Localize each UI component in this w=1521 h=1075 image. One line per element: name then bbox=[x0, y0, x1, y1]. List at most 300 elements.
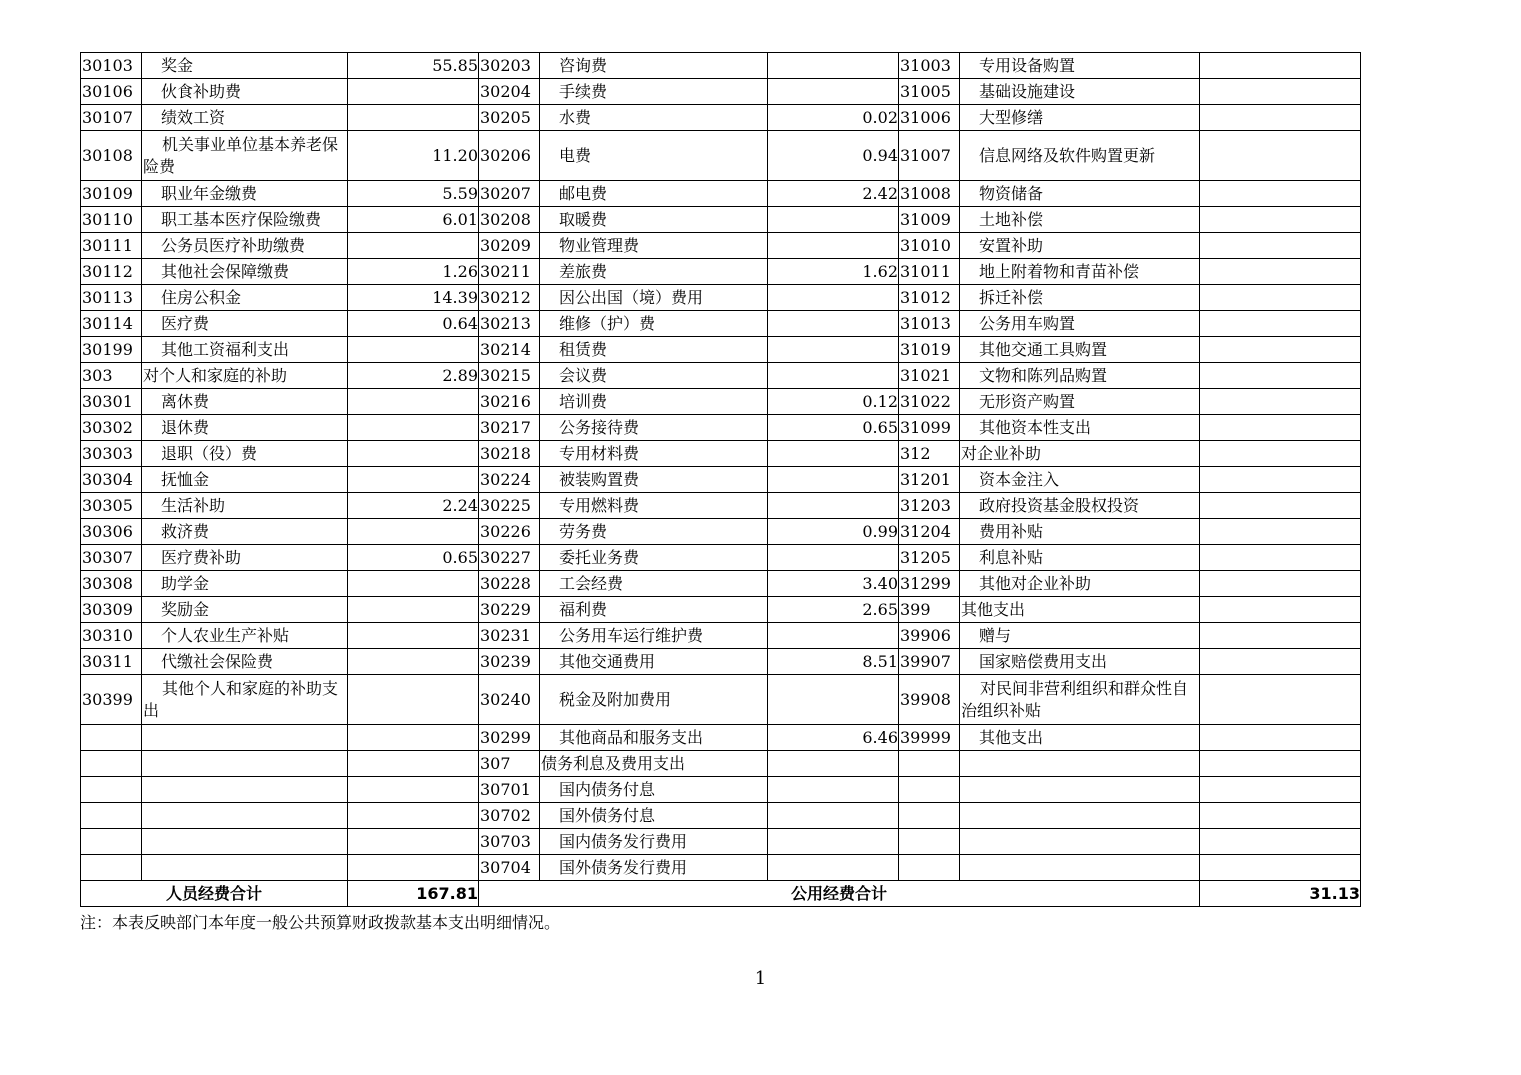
item-amount bbox=[768, 441, 899, 467]
item-code: 31007 bbox=[899, 131, 960, 181]
item-amount: 1.26 bbox=[348, 259, 479, 285]
item-name: 邮电费 bbox=[540, 181, 768, 207]
item-name: 救济费 bbox=[142, 519, 348, 545]
item-code: 31205 bbox=[899, 545, 960, 571]
item-code: 39999 bbox=[899, 725, 960, 751]
table-row bbox=[81, 803, 1361, 829]
item-code: 31011 bbox=[899, 259, 960, 285]
item-amount bbox=[1200, 519, 1361, 545]
item-code: 31012 bbox=[899, 285, 960, 311]
item-amount: 0.99 bbox=[768, 519, 899, 545]
item-name bbox=[142, 777, 348, 803]
item-name: 手续费 bbox=[540, 79, 768, 105]
item-name: 福利费 bbox=[540, 597, 768, 623]
item-name: 被装购置费 bbox=[540, 467, 768, 493]
item-amount: 11.20 bbox=[348, 131, 479, 181]
item-name: 其他支出 bbox=[960, 725, 1200, 751]
item-name: 住房公积金 bbox=[142, 285, 348, 311]
item-name: 其他对企业补助 bbox=[960, 571, 1200, 597]
item-amount bbox=[768, 53, 899, 79]
item-code: 30307 bbox=[81, 545, 142, 571]
item-amount bbox=[768, 467, 899, 493]
item-name: 其他工资福利支出 bbox=[142, 337, 348, 363]
item-code bbox=[81, 829, 142, 855]
table-row bbox=[81, 519, 1361, 545]
item-code: 30103 bbox=[81, 53, 142, 79]
item-code: 31099 bbox=[899, 415, 960, 441]
item-amount bbox=[1200, 649, 1361, 675]
item-code bbox=[899, 751, 960, 777]
item-code: 30704 bbox=[479, 855, 540, 881]
table-row bbox=[81, 829, 1361, 855]
table-row bbox=[81, 259, 1361, 285]
item-code: 30203 bbox=[479, 53, 540, 79]
item-amount bbox=[768, 751, 899, 777]
item-amount bbox=[1200, 855, 1361, 881]
item-amount bbox=[768, 623, 899, 649]
item-code bbox=[81, 855, 142, 881]
item-code: 30109 bbox=[81, 181, 142, 207]
item-name: 对个人和家庭的补助 bbox=[142, 363, 348, 389]
item-code: 30229 bbox=[479, 597, 540, 623]
item-amount bbox=[348, 855, 479, 881]
item-code bbox=[81, 751, 142, 777]
item-code: 30207 bbox=[479, 181, 540, 207]
table-row bbox=[81, 415, 1361, 441]
item-name: 对企业补助 bbox=[960, 441, 1200, 467]
item-amount bbox=[1200, 441, 1361, 467]
table-row bbox=[81, 181, 1361, 207]
item-amount bbox=[1200, 285, 1361, 311]
item-name: 国外债务发行费用 bbox=[540, 855, 768, 881]
item-code: 30206 bbox=[479, 131, 540, 181]
item-code: 30302 bbox=[81, 415, 142, 441]
item-amount bbox=[348, 675, 479, 725]
item-name: 无形资产购置 bbox=[960, 389, 1200, 415]
item-code: 30107 bbox=[81, 105, 142, 131]
expenditure-detail-table bbox=[80, 52, 1361, 907]
item-name: 物业管理费 bbox=[540, 233, 768, 259]
item-code: 30305 bbox=[81, 493, 142, 519]
item-amount: 14.39 bbox=[348, 285, 479, 311]
item-amount bbox=[768, 285, 899, 311]
item-amount bbox=[768, 207, 899, 233]
item-amount bbox=[1200, 675, 1361, 725]
item-name: 其他社会保障缴费 bbox=[142, 259, 348, 285]
item-code: 31299 bbox=[899, 571, 960, 597]
item-code: 31010 bbox=[899, 233, 960, 259]
item-name: 公务员医疗补助缴费 bbox=[142, 233, 348, 259]
item-name: 个人农业生产补贴 bbox=[142, 623, 348, 649]
table-row bbox=[81, 389, 1361, 415]
item-code: 30114 bbox=[81, 311, 142, 337]
item-amount bbox=[1200, 545, 1361, 571]
item-code: 30226 bbox=[479, 519, 540, 545]
item-amount bbox=[348, 467, 479, 493]
item-amount: 0.65 bbox=[768, 415, 899, 441]
item-code: 30301 bbox=[81, 389, 142, 415]
personnel-total-label: 人员经费合计 bbox=[81, 881, 348, 907]
item-amount bbox=[348, 337, 479, 363]
item-name: 电费 bbox=[540, 131, 768, 181]
item-amount bbox=[768, 337, 899, 363]
item-name: 水费 bbox=[540, 105, 768, 131]
item-code: 30299 bbox=[479, 725, 540, 751]
item-amount bbox=[768, 233, 899, 259]
item-name: 基础设施建设 bbox=[960, 79, 1200, 105]
item-name: 专用燃料费 bbox=[540, 493, 768, 519]
item-amount bbox=[1200, 725, 1361, 751]
item-name: 医疗费补助 bbox=[142, 545, 348, 571]
item-name: 赠与 bbox=[960, 623, 1200, 649]
table-note: 注：本表反映部门本年度一般公共预算财政拨款基本支出明细情况。 bbox=[80, 913, 561, 932]
item-name: 退休费 bbox=[142, 415, 348, 441]
table-row bbox=[81, 105, 1361, 131]
item-name: 地上附着物和青苗补偿 bbox=[960, 259, 1200, 285]
item-amount bbox=[1200, 829, 1361, 855]
table-row bbox=[81, 855, 1361, 881]
item-name: 国内债务付息 bbox=[540, 777, 768, 803]
item-name: 文物和陈列品购置 bbox=[960, 363, 1200, 389]
item-amount bbox=[1200, 389, 1361, 415]
item-code: 30215 bbox=[479, 363, 540, 389]
item-amount bbox=[768, 311, 899, 337]
item-name: 退职（役）费 bbox=[142, 441, 348, 467]
item-code: 31009 bbox=[899, 207, 960, 233]
item-name: 伙食补助费 bbox=[142, 79, 348, 105]
table-row bbox=[81, 79, 1361, 105]
item-name: 其他个人和家庭的补助支出 bbox=[142, 675, 348, 725]
item-name: 差旅费 bbox=[540, 259, 768, 285]
item-code bbox=[81, 725, 142, 751]
item-amount bbox=[1200, 751, 1361, 777]
item-code bbox=[899, 777, 960, 803]
item-code: 307 bbox=[479, 751, 540, 777]
item-code: 30399 bbox=[81, 675, 142, 725]
item-amount bbox=[1200, 79, 1361, 105]
item-name: 信息网络及软件购置更新 bbox=[960, 131, 1200, 181]
item-name: 其他支出 bbox=[960, 597, 1200, 623]
table-row bbox=[81, 441, 1361, 467]
item-code: 30111 bbox=[81, 233, 142, 259]
item-code: 30306 bbox=[81, 519, 142, 545]
item-amount bbox=[1200, 207, 1361, 233]
item-name bbox=[142, 751, 348, 777]
item-amount bbox=[1200, 131, 1361, 181]
item-amount: 0.12 bbox=[768, 389, 899, 415]
item-amount bbox=[348, 829, 479, 855]
item-code: 31203 bbox=[899, 493, 960, 519]
item-name: 对民间非营利组织和群众性自治组织补贴 bbox=[960, 675, 1200, 725]
item-amount: 1.62 bbox=[768, 259, 899, 285]
item-amount bbox=[1200, 467, 1361, 493]
item-name: 代缴社会保险费 bbox=[142, 649, 348, 675]
item-amount bbox=[768, 855, 899, 881]
item-code: 30239 bbox=[479, 649, 540, 675]
item-amount bbox=[348, 415, 479, 441]
item-name: 国内债务发行费用 bbox=[540, 829, 768, 855]
item-amount: 0.02 bbox=[768, 105, 899, 131]
item-code: 30227 bbox=[479, 545, 540, 571]
item-code: 30225 bbox=[479, 493, 540, 519]
item-code bbox=[899, 829, 960, 855]
item-name: 医疗费 bbox=[142, 311, 348, 337]
item-code: 30204 bbox=[479, 79, 540, 105]
item-code: 30310 bbox=[81, 623, 142, 649]
item-code: 30106 bbox=[81, 79, 142, 105]
item-amount bbox=[348, 519, 479, 545]
item-amount bbox=[1200, 571, 1361, 597]
item-name: 专用设备购置 bbox=[960, 53, 1200, 79]
item-name: 资本金注入 bbox=[960, 467, 1200, 493]
item-code: 30217 bbox=[479, 415, 540, 441]
item-amount bbox=[1200, 803, 1361, 829]
table-row bbox=[81, 233, 1361, 259]
item-amount bbox=[1200, 53, 1361, 79]
item-amount bbox=[768, 777, 899, 803]
item-amount bbox=[1200, 181, 1361, 207]
table-row bbox=[81, 493, 1361, 519]
item-code: 30231 bbox=[479, 623, 540, 649]
item-amount: 5.59 bbox=[348, 181, 479, 207]
item-name: 委托业务费 bbox=[540, 545, 768, 571]
item-amount bbox=[348, 441, 479, 467]
item-name: 租赁费 bbox=[540, 337, 768, 363]
item-code: 31019 bbox=[899, 337, 960, 363]
table-row bbox=[81, 725, 1361, 751]
item-code: 31204 bbox=[899, 519, 960, 545]
item-code: 39907 bbox=[899, 649, 960, 675]
table-row bbox=[81, 467, 1361, 493]
item-amount bbox=[348, 389, 479, 415]
item-amount: 6.46 bbox=[768, 725, 899, 751]
item-code: 31021 bbox=[899, 363, 960, 389]
item-amount bbox=[348, 649, 479, 675]
item-amount bbox=[1200, 259, 1361, 285]
item-code: 399 bbox=[899, 597, 960, 623]
item-name: 物资储备 bbox=[960, 181, 1200, 207]
item-name: 税金及附加费用 bbox=[540, 675, 768, 725]
item-name: 因公出国（境）费用 bbox=[540, 285, 768, 311]
item-name: 抚恤金 bbox=[142, 467, 348, 493]
item-name bbox=[142, 829, 348, 855]
item-code: 30702 bbox=[479, 803, 540, 829]
item-code: 30311 bbox=[81, 649, 142, 675]
item-name bbox=[960, 855, 1200, 881]
item-amount: 8.51 bbox=[768, 649, 899, 675]
item-amount bbox=[348, 777, 479, 803]
item-code: 30205 bbox=[479, 105, 540, 131]
personnel-total-value: 167.81 bbox=[348, 881, 479, 907]
item-amount bbox=[768, 803, 899, 829]
item-code: 30212 bbox=[479, 285, 540, 311]
item-name: 利息补贴 bbox=[960, 545, 1200, 571]
item-name bbox=[142, 725, 348, 751]
item-amount: 55.85 bbox=[348, 53, 479, 79]
item-name: 其他交通费用 bbox=[540, 649, 768, 675]
public-total-label: 公用经费合计 bbox=[479, 881, 1200, 907]
item-code: 30211 bbox=[479, 259, 540, 285]
item-name: 公务用车购置 bbox=[960, 311, 1200, 337]
item-code: 31005 bbox=[899, 79, 960, 105]
item-amount bbox=[1200, 233, 1361, 259]
item-name: 安置补助 bbox=[960, 233, 1200, 259]
item-name: 其他商品和服务支出 bbox=[540, 725, 768, 751]
item-amount bbox=[348, 751, 479, 777]
table-row bbox=[81, 363, 1361, 389]
item-name bbox=[960, 803, 1200, 829]
totals-row bbox=[81, 881, 1361, 907]
item-amount: 6.01 bbox=[348, 207, 479, 233]
item-code: 31013 bbox=[899, 311, 960, 337]
item-code: 30112 bbox=[81, 259, 142, 285]
table-row bbox=[81, 597, 1361, 623]
item-code: 39906 bbox=[899, 623, 960, 649]
item-code: 30113 bbox=[81, 285, 142, 311]
item-name: 取暖费 bbox=[540, 207, 768, 233]
item-amount bbox=[348, 623, 479, 649]
table-row bbox=[81, 53, 1361, 79]
item-amount bbox=[768, 675, 899, 725]
item-amount bbox=[1200, 623, 1361, 649]
item-name: 离休费 bbox=[142, 389, 348, 415]
page-number: 1 bbox=[754, 968, 767, 989]
item-name: 大型修缮 bbox=[960, 105, 1200, 131]
item-code: 30218 bbox=[479, 441, 540, 467]
item-name: 会议费 bbox=[540, 363, 768, 389]
item-code: 30303 bbox=[81, 441, 142, 467]
table-row bbox=[81, 751, 1361, 777]
item-name: 拆迁补偿 bbox=[960, 285, 1200, 311]
table-row bbox=[81, 311, 1361, 337]
item-name: 助学金 bbox=[142, 571, 348, 597]
item-name: 咨询费 bbox=[540, 53, 768, 79]
item-code bbox=[81, 777, 142, 803]
item-name: 费用补贴 bbox=[960, 519, 1200, 545]
item-name: 机关事业单位基本养老保险费 bbox=[142, 131, 348, 181]
item-code: 30108 bbox=[81, 131, 142, 181]
item-amount bbox=[1200, 363, 1361, 389]
table-row bbox=[81, 571, 1361, 597]
item-code: 31006 bbox=[899, 105, 960, 131]
item-name bbox=[142, 855, 348, 881]
item-name: 劳务费 bbox=[540, 519, 768, 545]
item-amount: 2.24 bbox=[348, 493, 479, 519]
table-row bbox=[81, 545, 1361, 571]
item-code: 31201 bbox=[899, 467, 960, 493]
item-amount bbox=[768, 363, 899, 389]
item-amount: 0.94 bbox=[768, 131, 899, 181]
item-amount bbox=[348, 725, 479, 751]
item-amount: 2.89 bbox=[348, 363, 479, 389]
item-code: 30703 bbox=[479, 829, 540, 855]
item-name: 维修（护）费 bbox=[540, 311, 768, 337]
item-code: 30228 bbox=[479, 571, 540, 597]
table-row bbox=[81, 675, 1361, 725]
item-name: 国家赔偿费用支出 bbox=[960, 649, 1200, 675]
item-amount bbox=[348, 79, 479, 105]
item-code: 39908 bbox=[899, 675, 960, 725]
table-row bbox=[81, 337, 1361, 363]
item-code bbox=[899, 803, 960, 829]
item-name: 奖金 bbox=[142, 53, 348, 79]
item-amount bbox=[348, 571, 479, 597]
item-name: 生活补助 bbox=[142, 493, 348, 519]
item-name: 债务利息及费用支出 bbox=[540, 751, 768, 777]
item-code: 31008 bbox=[899, 181, 960, 207]
item-name: 职业年金缴费 bbox=[142, 181, 348, 207]
item-amount bbox=[768, 79, 899, 105]
item-name: 公务接待费 bbox=[540, 415, 768, 441]
item-amount: 3.40 bbox=[768, 571, 899, 597]
item-amount bbox=[1200, 597, 1361, 623]
item-code: 30208 bbox=[479, 207, 540, 233]
table-row bbox=[81, 623, 1361, 649]
item-name bbox=[960, 829, 1200, 855]
item-amount bbox=[348, 803, 479, 829]
table-row bbox=[81, 285, 1361, 311]
item-code bbox=[81, 803, 142, 829]
table-row bbox=[81, 649, 1361, 675]
item-code: 303 bbox=[81, 363, 142, 389]
item-amount bbox=[1200, 311, 1361, 337]
item-code: 30309 bbox=[81, 597, 142, 623]
item-amount bbox=[348, 597, 479, 623]
item-code: 30224 bbox=[479, 467, 540, 493]
table-row bbox=[81, 207, 1361, 233]
table-row bbox=[81, 131, 1361, 181]
item-code: 30216 bbox=[479, 389, 540, 415]
item-code: 30209 bbox=[479, 233, 540, 259]
table-body bbox=[81, 53, 1361, 907]
item-code: 30308 bbox=[81, 571, 142, 597]
item-amount bbox=[1200, 105, 1361, 131]
item-code: 30304 bbox=[81, 467, 142, 493]
item-code: 312 bbox=[899, 441, 960, 467]
item-name: 工会经费 bbox=[540, 571, 768, 597]
item-name: 专用材料费 bbox=[540, 441, 768, 467]
item-code: 30701 bbox=[479, 777, 540, 803]
item-amount bbox=[1200, 493, 1361, 519]
item-code: 30213 bbox=[479, 311, 540, 337]
item-name: 培训费 bbox=[540, 389, 768, 415]
item-code: 31003 bbox=[899, 53, 960, 79]
item-amount bbox=[348, 233, 479, 259]
item-amount bbox=[768, 545, 899, 571]
item-name: 政府投资基金股权投资 bbox=[960, 493, 1200, 519]
item-name: 奖励金 bbox=[142, 597, 348, 623]
public-total-value: 31.13 bbox=[1200, 881, 1361, 907]
item-amount: 0.64 bbox=[348, 311, 479, 337]
item-amount bbox=[1200, 777, 1361, 803]
item-name bbox=[960, 777, 1200, 803]
item-name: 国外债务付息 bbox=[540, 803, 768, 829]
item-amount: 0.65 bbox=[348, 545, 479, 571]
item-name: 公务用车运行维护费 bbox=[540, 623, 768, 649]
item-name bbox=[142, 803, 348, 829]
table-row bbox=[81, 777, 1361, 803]
item-name: 其他交通工具购置 bbox=[960, 337, 1200, 363]
item-name: 职工基本医疗保险缴费 bbox=[142, 207, 348, 233]
item-code: 30199 bbox=[81, 337, 142, 363]
item-amount: 2.42 bbox=[768, 181, 899, 207]
item-amount bbox=[768, 829, 899, 855]
item-code: 31022 bbox=[899, 389, 960, 415]
item-name: 绩效工资 bbox=[142, 105, 348, 131]
item-amount: 2.65 bbox=[768, 597, 899, 623]
item-amount bbox=[768, 493, 899, 519]
item-code: 30240 bbox=[479, 675, 540, 725]
